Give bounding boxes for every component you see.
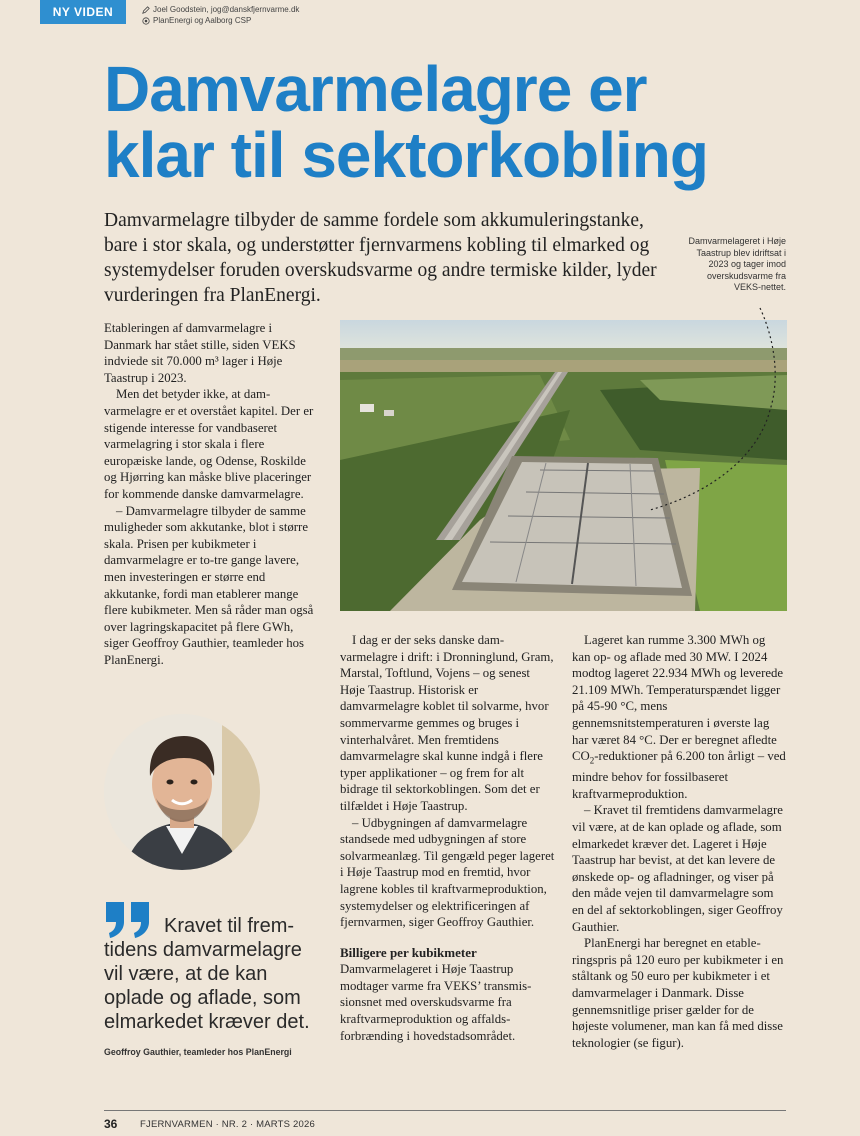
portrait-illustration xyxy=(104,714,260,870)
subheading: Billigere per kubikmeter xyxy=(340,944,477,960)
text-run: -reduktioner på 6.200 ton årligt – ved mindre behov for fossilbaseret kraftvarmeproduktion. xyxy=(572,749,786,801)
paragraph: – Udbygningen af damvarmelagre standsede med udbygningen af store solvarmeanlæg. Til gengæld peger lageret i Høje Taastrup mod en fremtid, hvor lagrene kobles til kraftvarmeproduktion, systemydelser og elektrificeringen af fjernvarmen, siger Geoffroy Gauthier. xyxy=(340,815,555,930)
subscript: 2 xyxy=(589,755,595,766)
paragraph: PlanEnergi har beregnet en etableringspris på 120 euro per kubikmeter i en ståltank og 50 euro per kubikmeter i et damvarmelager i Danmark. Disse gennemsnitlige priser gælder for de højeste volumener, man kan få med disse teknologier (se figur). xyxy=(572,936,784,1050)
paragraph: Men det betyder ikke, at damvarmelagre er et overstået kapitel. Der er stigende interesse for vandbaseret varmelagring i stor skala i flere europæiske lande, og Odense, Roskilde og Hjørring kan måske blive placeringer for kommende danske damvarmelagre. xyxy=(104,387,314,501)
paragraph: Damvarmelageret i Høje Taastrup modtager varme fra VEKS’ transmissionsnet med overskudsvarme fra kraftvarmeproduktion og affaldsforbrænding i hovedstadsområdet. xyxy=(340,962,532,1043)
column-2 xyxy=(340,632,556,1044)
photo-caption: Damvarmelageret i Høje Taastrup blev idriftsat i 2023 og tager imod overskudsvarme fra VEKS-nettet. xyxy=(688,236,786,292)
text-run: Lageret kan rumme 3.300 MWh og kan op- og aflade med 30 MW. I 2024 modtog lageret 22.934 MWh og leverede 21.109 MWh. Temperaturspændet ligger på 45-90 °C, mens gennemsnitstemperaturen i øverste lag har været 84 °C. Der er beregnet afledte CO xyxy=(572,633,784,764)
pull-quote-line-1: Kravet til frem- xyxy=(164,915,295,937)
portrait-photo xyxy=(104,714,260,870)
page-number: 36 xyxy=(104,1117,118,1131)
pull-quote xyxy=(104,914,310,1034)
author-line xyxy=(142,4,299,15)
headline-line-2: klar til sektorkobling xyxy=(104,119,708,191)
paragraph: I dag er der seks danske damvarmelagre i drift: i Dronninglund, Gram, Marstal, Toftlund, Vojens – og senest Høje Taastrup. Historisk er damvarmelagre koblet til solvarme, hvor sommervarme gemmes og bruges i vinterhalvåret. Men fremtidens damvarmelagre skal kunne indgå i flere typer applikationer – og frem for alt bidrage til sektorkoblingen. Som det er tilfældet i Høje Taastrup. xyxy=(340,633,554,813)
pen-icon xyxy=(142,6,150,14)
byline xyxy=(142,4,299,26)
footer-publication: FJERNVARMEN · NR. 2 · MARTS 2026 xyxy=(140,1119,315,1130)
paragraph: – Kravet til fremtidens damvarmelagre vil være, at de kan oplade og aflade, som elmarkedet kræver det. Lageret i Høje Taastrup har bevist, at det kan levere de ønskede op- og afladninger, og viser på den måde vejen til damvarmelagre som en del af sektorkoblingen, siger Geoffroy Gauthier. xyxy=(572,803,783,934)
camera-icon xyxy=(142,17,150,25)
headline-line-1: Damvarmelagre er xyxy=(104,53,647,125)
pull-quote-source: Geoffroy Gauthier, teamleder hos PlanEnergi xyxy=(104,1047,292,1057)
column-1 xyxy=(104,320,316,668)
photo-credit-line xyxy=(142,15,299,26)
paragraph xyxy=(572,632,786,802)
footer-rule xyxy=(104,1110,786,1111)
column-3 xyxy=(572,632,786,1051)
aerial-photo xyxy=(340,320,787,611)
photo-credit: PlanEnergi og Aalborg CSP xyxy=(153,16,252,25)
headline xyxy=(104,53,824,191)
author: Joel Goodstein, jog@danskfjernvarme.dk xyxy=(153,5,300,14)
paragraph: – Damvarmelagre tilbyder de samme muligheder som akkutanke, blot i større skala. Prisen per kubikmeter i damvarmelagre er to-tre gange lavere, men investeringen er større end akkutanke, fordi man etablerer mange flere kubikmeter. Men så råder man også over lagringskapacitet på flere GWh, siger Geoffroy Gauthier, teamleder hos PlanEnergi. xyxy=(104,503,314,667)
section-tag: NY VIDEN xyxy=(40,0,126,24)
aerial-photo-illustration xyxy=(340,320,787,611)
lead-paragraph: Damvarmelagre tilbyder de samme fordele som akkumuleringstanke, bare i stor skala, og understøtter fjernvarmens kobling til elmarked og systemydelser foruden overskudsvarme og andre termiske kilder, lyder vurderingen fra PlanEnergi. xyxy=(104,210,657,306)
paragraph: Etableringen af damvarmelagre i Danmark har stået stille, siden VEKS indviede sit 70.000 m³ lager i Høje Taastrup i 2023. xyxy=(104,321,296,385)
pull-quote-rest: tidens damvarmelagre vil være, at de kan oplade og aflade, som elmarkedet kræver det. xyxy=(104,939,310,1033)
